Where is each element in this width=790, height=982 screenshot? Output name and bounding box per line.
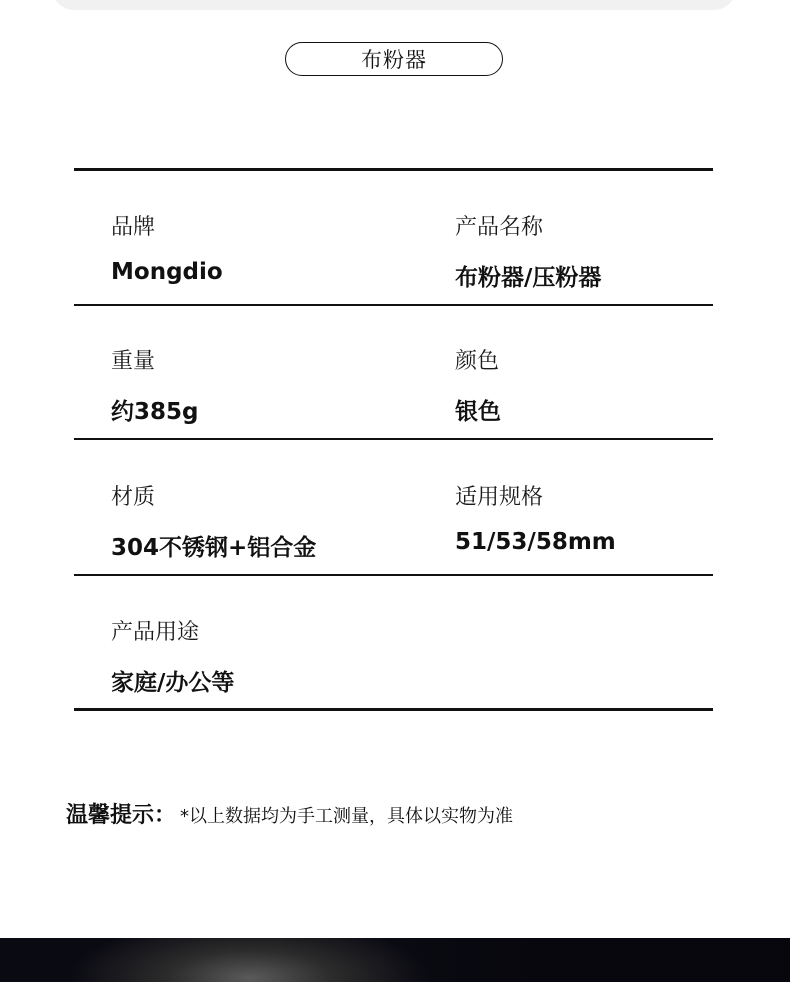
spec-value: 家庭/办公等: [111, 670, 235, 696]
bottom-product-image-strip: [0, 938, 790, 982]
spec-label: 材质: [111, 485, 156, 510]
table-top-rule: [74, 168, 713, 171]
spec-value: 51/53/58mm: [455, 529, 616, 555]
spec-value: 布粉器/压粉器: [455, 265, 602, 291]
spec-label: 颜色: [455, 349, 500, 374]
spec-weight: [111, 344, 198, 426]
spec-label: 产品名称: [455, 215, 544, 240]
row-divider: [74, 438, 713, 440]
spec-product-name: [455, 210, 601, 292]
spec-material: [111, 480, 316, 562]
notice-text: *以上数据均为手工测量，具体以实物为准: [180, 806, 514, 827]
spec-label: 品牌: [111, 215, 156, 240]
table-bottom-rule: [74, 708, 713, 711]
spec-fit-size: [455, 480, 616, 555]
spec-usage: [111, 615, 234, 697]
spec-value: 约385g: [111, 399, 199, 425]
notice-label: 温馨提示：: [66, 803, 177, 828]
spec-label: 产品用途: [111, 620, 200, 645]
spec-value: 银色: [455, 399, 501, 425]
top-card-edge: [52, 0, 736, 10]
section-title: 布粉器: [361, 48, 427, 72]
spec-value: Mongdio: [111, 259, 223, 285]
spec-label: 适用规格: [455, 485, 544, 510]
section-title-pill: [285, 42, 503, 76]
spec-value: 304不锈钢+铝合金: [111, 535, 317, 561]
row-divider: [74, 304, 713, 306]
spec-brand: [111, 210, 223, 285]
row-divider: [74, 574, 713, 576]
spec-label: 重量: [111, 349, 156, 374]
spec-color: [455, 344, 501, 426]
notice: [66, 798, 513, 829]
